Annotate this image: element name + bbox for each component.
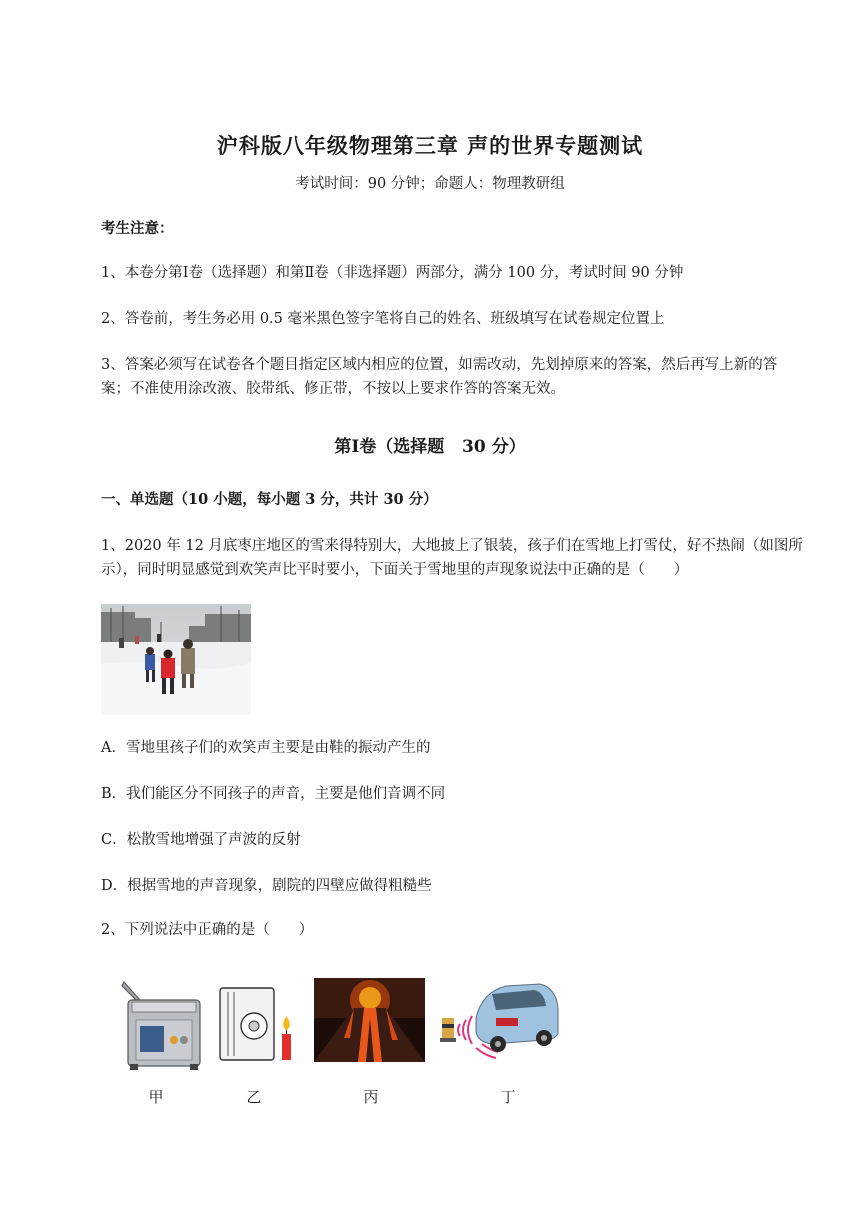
part-heading: 一、单选题（10 小题，每小题 3 分，共计 30 分）: [101, 491, 438, 508]
question-2-stem: 2、下列说法中正确的是（ ）: [101, 922, 314, 938]
speaker-candle-image: [218, 978, 300, 1068]
exam-subtitle: 考试时间：90 分钟；命题人：物理教研组: [295, 176, 565, 192]
car-reverse-radar-image: [436, 978, 562, 1066]
notice-heading: 考生注意：: [101, 220, 174, 237]
question-1-option-d: D．根据雪地的声音现象，剧院的四壁应做得粗糙些: [101, 878, 432, 894]
figure-label-jia: 甲: [148, 1088, 164, 1106]
notice-item-1: 1、本卷分第Ⅰ卷（选择题）和第Ⅱ卷（非选择题）两部分，满分 100 分，考试时间 90 分钟: [101, 265, 684, 281]
question-1-option-b: B．我们能区分不同孩子的声音，主要是他们音调不同: [101, 786, 446, 802]
volcano-image: [314, 978, 425, 1062]
figure-label-ding: 丁: [500, 1088, 516, 1106]
snow-play-photo: [101, 604, 251, 715]
figure-label-bing: 丙: [363, 1088, 379, 1106]
ultrasonic-cleaner-image: [110, 978, 204, 1074]
exam-title: 沪科版八年级物理第三章 声的世界专题测试: [216, 133, 644, 158]
figure-label-yi: 乙: [246, 1088, 262, 1106]
notice-item-2: 2、答卷前，考生务必用 0.5 毫米黑色签字笔将自己的姓名、班级填写在试卷规定位置上: [101, 311, 665, 327]
question-1-option-a: A．雪地里孩子们的欢笑声主要是由鞋的振动产生的: [101, 740, 431, 756]
section-title: 第Ⅰ卷（选择题 30 分）: [334, 437, 526, 457]
notice-item-3: 3、答案必须写在试卷各个题目指定区域内相应的位置，如需改动，先划掉原来的答案，然后再写上新的答案；不准使用涂改液、胶带纸、修正带，不按以上要求作答的答案无效。: [101, 357, 778, 397]
question-1-stem: 1、2020 年 12 月底枣庄地区的雪来得特别大，大地披上了银装，孩子们在雪地上打雪仗，好不热闹（如图所示），同时明显感觉到欢笑声比平时要小，下面关于雪地里的声现象说法中正确的是（ ）: [101, 538, 803, 578]
question-1-option-c: C．松散雪地增强了声波的反射: [101, 832, 301, 848]
